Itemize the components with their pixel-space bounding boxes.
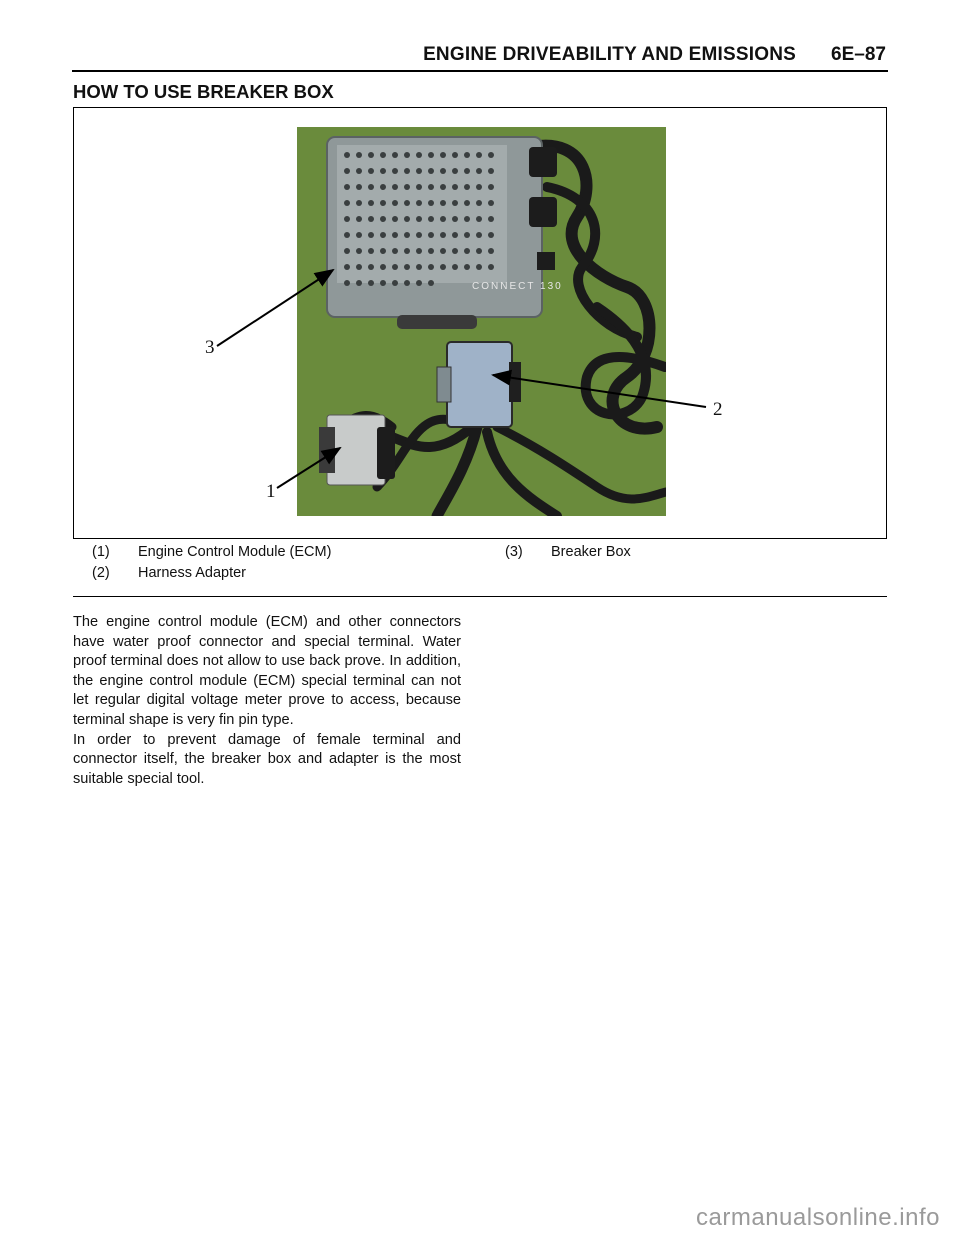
- divider: [73, 596, 887, 597]
- legend-label: Engine Control Module (ECM): [138, 544, 332, 560]
- watermark: carmanualsonline.info: [696, 1204, 940, 1231]
- page-number: 6E–87: [831, 44, 886, 65]
- body-paragraph: The engine control module (ECM) and other connectors have water proof connector and special terminal. Water proof terminal does not allow to use back prove. In addition, the engine control module (ECM) special terminal can not let regular digital voltage meter prove to access, because terminal shape is very fin pin type.: [73, 614, 461, 728]
- body-paragraph: In order to prevent damage of female terminal and connector itself, the breaker box and adapter is the most suitable special tool.: [73, 731, 461, 787]
- legend-item: [92, 565, 246, 581]
- callout-3: 3: [205, 337, 215, 358]
- legend-num: (1): [92, 544, 110, 560]
- breaker-box-photo: [297, 127, 666, 516]
- panel-brand: CONNECT 130: [472, 281, 563, 292]
- callout-2: 2: [713, 399, 723, 420]
- legend-label: Harness Adapter: [138, 565, 247, 581]
- legend-num: (2): [92, 565, 110, 581]
- legend-label: Breaker Box: [551, 544, 631, 560]
- callout-1: 1: [266, 481, 276, 502]
- body-text: [73, 613, 461, 789]
- page-header: [72, 42, 888, 72]
- legend-num: (3): [505, 544, 523, 560]
- header-title: ENGINE DRIVEABILITY AND EMISSIONS: [423, 44, 796, 65]
- legend-item: [505, 544, 631, 560]
- section-title: HOW TO USE BREAKER BOX: [73, 81, 334, 102]
- legend-item: [92, 544, 331, 560]
